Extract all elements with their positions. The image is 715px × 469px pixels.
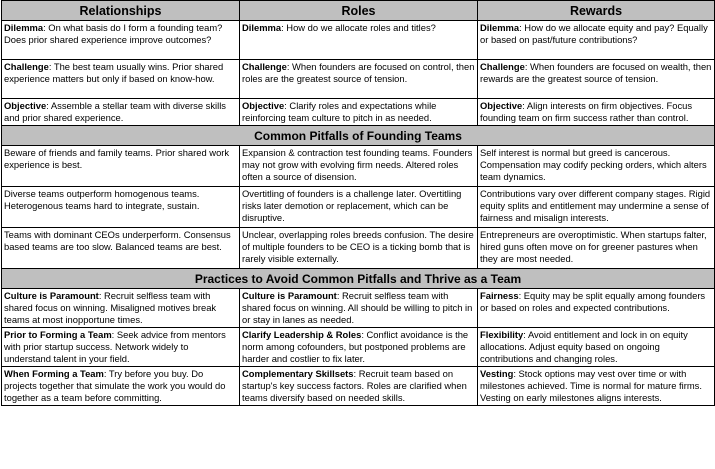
roles-challenge [240,60,478,99]
cell-text: : Avoid entitlement and lock in on equity allocations. Adjust equity based on ongoing contributions and changing roles. [480,329,688,364]
practice-row [2,328,715,367]
cell-text: : Recruit team based on startup's key success factors. Roles are clarified when teams diversify based on needed skills. [242,368,467,403]
header-row [2,1,715,21]
pitfall-cell: Unclear, overlapping roles breeds confusion. The desire of multiple founders to be CEO is a ticking bomb that is rarely visible externally. [240,228,478,269]
relationships-challenge [2,60,240,99]
cell-label: Fairness [480,290,519,301]
roles-dilemma [240,21,478,60]
cell-text: : How do we allocate equity and pay? Equally or based on past/future contributions? [480,22,708,45]
cell-label: Dilemma [4,22,44,33]
cell-text: : Try before you buy. Do projects together that simulate the work you would do together as a team before committing. [4,368,226,403]
pitfall-cell: Diverse teams outperform homogenous teams. Heterogenous teams hard to integrate, sustain. [2,187,240,228]
practices-section-title: Practices to Avoid Common Pitfalls and Thrive as a Team [2,269,715,289]
practice-cell [240,367,478,406]
cell-label: Dilemma [242,22,282,33]
roles-objective [240,99,478,126]
cell-text: : Recruit selfless team with shared focus on winning. Misaligned motives break teams at most inopportune times. [4,290,217,325]
cell-text: : Clarify roles and expectations while reinforcing team culture to pitch in as needed. [242,100,437,123]
pitfall-cell: Beware of friends and family teams. Prior shared work experience is best. [2,146,240,187]
cell-label: When Forming a Team [4,368,104,379]
cell-text: : When founders are focused on control, then roles are the greatest source of tension. [242,61,475,84]
pitfall-cell: Teams with dominant CEOs underperform. Consensus based teams are too slow. Balanced teams are best. [2,228,240,269]
dilemma-row [2,21,715,60]
cell-label: Challenge [242,61,287,72]
practices-section-row [2,269,715,289]
rewards-objective [478,99,715,126]
cell-label: Culture is Paramount [4,290,99,301]
cell-text: : Stock options may vest over time or with milestones achieved. Time is normal for mature firms. Vesting on early milestones aligns interests. [480,368,702,403]
cell-text: : Align interests on firm objectives. Focus founding team on firm success rather than control. [480,100,693,123]
cell-label: Objective [4,100,47,111]
cell-label: Culture is Paramount [242,290,337,301]
relationships-objective [2,99,240,126]
practice-cell [478,328,715,367]
header-roles: Roles [240,1,478,21]
practice-cell [2,289,240,328]
pitfall-cell: Contributions vary over different company stages. Rigid equity splits and entitlement may undermine a sense of fairness and misalign interests. [478,187,715,228]
practice-cell [2,328,240,367]
pitfall-row [2,146,715,187]
header-relationships: Relationships [2,1,240,21]
practice-cell [478,367,715,406]
cell-label: Complementary Skillsets [242,368,354,379]
practice-cell [2,367,240,406]
rewards-dilemma [478,21,715,60]
pitfall-cell: Overtitling of founders is a challenge later. Overtitling risks later demotion or replacement, which can be disruptive. [240,187,478,228]
cell-label: Flexibility [480,329,524,340]
practice-row [2,367,715,406]
cell-text: : Assemble a stellar team with diverse skills and prior shared experience. [4,100,226,123]
relationships-dilemma [2,21,240,60]
pitfall-cell: Expansion & contraction test founding teams. Founders may not grow with evolving firm needs. Altered roles often a source of disension. [240,146,478,187]
cell-text: : Seek advice from mentors with prior startup success. Network widely to understand talent in your field. [4,329,226,364]
rewards-challenge [478,60,715,99]
cell-label: Challenge [4,61,49,72]
pitfall-cell: Entrepreneurs are overoptimistic. When startups falter, hired guns often move on for greener pastures when they are most needed. [478,228,715,269]
cell-text: : How do we allocate roles and titles? [281,22,436,33]
challenge-row [2,60,715,99]
pitfall-row [2,187,715,228]
cell-text: : On what basis do I form a founding team? Does prior shared experience improve outcomes? [4,22,223,45]
cell-label: Objective [242,100,285,111]
pitfalls-section-row [2,126,715,146]
practice-row [2,289,715,328]
header-rewards: Rewards [478,1,715,21]
pitfall-row [2,228,715,269]
cell-label: Dilemma [480,22,520,33]
cell-label: Clarify Leadership & Roles [242,329,362,340]
pitfall-cell: Self interest is normal but greed is cancerous. Compensation may codify pecking orders, which alters team dynamics. [478,146,715,187]
cell-text: : Recruit selfless team with shared focus on winning. All should be willing to pitch in or stay in lanes as needed. [242,290,473,325]
pitfalls-section-title: Common Pitfalls of Founding Teams [2,126,715,146]
cell-text: : When founders are focused on wealth, then rewards are the greatest source of tension. [480,61,712,84]
cell-label: Prior to Forming a Team [4,329,112,340]
practice-cell [478,289,715,328]
cell-text: : The best team usually wins. Prior shared experience matters but only if based on know-how. [4,61,224,84]
founding-teams-table [1,0,715,406]
practice-cell [240,328,478,367]
cell-label: Vesting [480,368,514,379]
cell-label: Challenge [480,61,525,72]
practice-cell [240,289,478,328]
objective-row [2,99,715,126]
cell-text: : Equity may be split equally among founders or based on roles and expected contributions. [480,290,706,313]
cell-text: : Conflict avoidance is the norm among cofounders, but postponed problems are harder and costlier to fix later. [242,329,469,364]
cell-label: Objective [480,100,523,111]
